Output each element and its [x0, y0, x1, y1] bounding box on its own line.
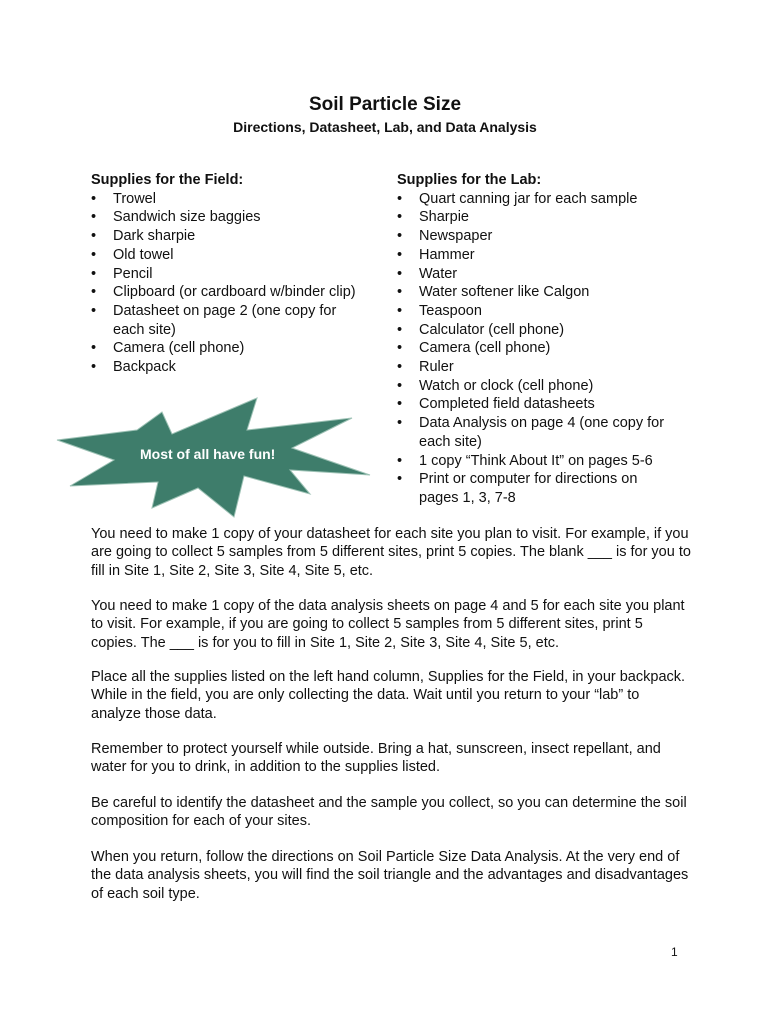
field-supplies-list [91, 190, 381, 377]
list-item: • Quart canning jar for each sample [397, 190, 687, 209]
page-title: Soil Particle Size [308, 94, 462, 115]
list-item: • Completed field datasheets [397, 395, 687, 414]
page-number: 1 [671, 945, 678, 959]
list-item: • Sandwich size baggies [91, 208, 381, 227]
field-supplies-section [91, 171, 381, 377]
list-item: • Backpack [91, 358, 381, 377]
list-item: • 1 copy “Think About It” on pages 5-6 [397, 452, 687, 471]
page-subtitle: Directions, Datasheet, Lab, and Data Analysis [233, 119, 537, 135]
star-burst-text: Most of all have fun! [140, 446, 276, 462]
field-supplies-heading: Supplies for the Field: [91, 172, 244, 188]
list-item: • Trowel [91, 190, 381, 209]
list-item: • Ruler [397, 358, 687, 377]
list-item: • Water softener like Calgon [397, 283, 687, 302]
list-item: • Water [397, 265, 687, 284]
list-item: • Hammer [397, 246, 687, 265]
list-item: • Datasheet on page 2 (one copy for each site) [91, 302, 353, 339]
lab-supplies-heading: Supplies for the Lab: [397, 172, 542, 188]
list-item: • Teaspoon [397, 302, 687, 321]
instruction-paragraph: Be careful to identify the datasheet and the sample you collect, so you can determine the soil composition for each of your sites. [91, 795, 687, 830]
list-item: • Dark sharpie [91, 227, 381, 246]
lab-supplies-list [397, 190, 687, 508]
list-item: • Data Analysis on page 4 (one copy for each site) [397, 414, 681, 451]
list-item: • Pencil [91, 265, 381, 284]
list-item: • Clipboard (or cardboard w/binder clip) [91, 283, 381, 302]
instruction-paragraph: You need to make 1 copy of the data analysis sheets on page 4 and 5 for each site you plant to visit. For example, if you are going to collect 5 samples from 5 different sites, print 5 copies. The ___ is for you to fill in Site 1, Site 2, Site 3, Site 4, Site 5, etc. [91, 598, 685, 651]
instruction-paragraph: You need to make 1 copy of your datasheet for each site you plan to visit. For example, if you are going to collect 5 samples from 5 different sites, print 5 copies. The blank ___ is for you to fill in Site 1, Site 2, Site 3, Site 4, Site 5, etc. [91, 526, 691, 579]
list-item: • Camera (cell phone) [91, 339, 381, 358]
list-item: • Calculator (cell phone) [397, 321, 687, 340]
list-item: • Old towel [91, 246, 381, 265]
lab-supplies-section [397, 171, 687, 508]
list-item: • Sharpie [397, 208, 687, 227]
list-item: • Newspaper [397, 227, 687, 246]
list-item: • Print or computer for directions on pages 1, 3, 7-8 [397, 470, 659, 507]
instruction-paragraph: Place all the supplies listed on the left hand column, Supplies for the Field, in your backpack. While in the field, you are only collecting the data. Wait until you return to your “lab” to analyze those data. [91, 669, 686, 722]
instruction-paragraph: When you return, follow the directions on Soil Particle Size Data Analysis. At the very end of the data analysis sheets, you will find the soil triangle and the advantages and disadvantages of each soil type. [91, 849, 689, 902]
instruction-paragraph: Remember to protect yourself while outside. Bring a hat, sunscreen, insect repellant, and water for you to drink, in addition to the supplies listed. [91, 741, 661, 776]
list-item: • Watch or clock (cell phone) [397, 377, 687, 396]
list-item: • Camera (cell phone) [397, 339, 687, 358]
